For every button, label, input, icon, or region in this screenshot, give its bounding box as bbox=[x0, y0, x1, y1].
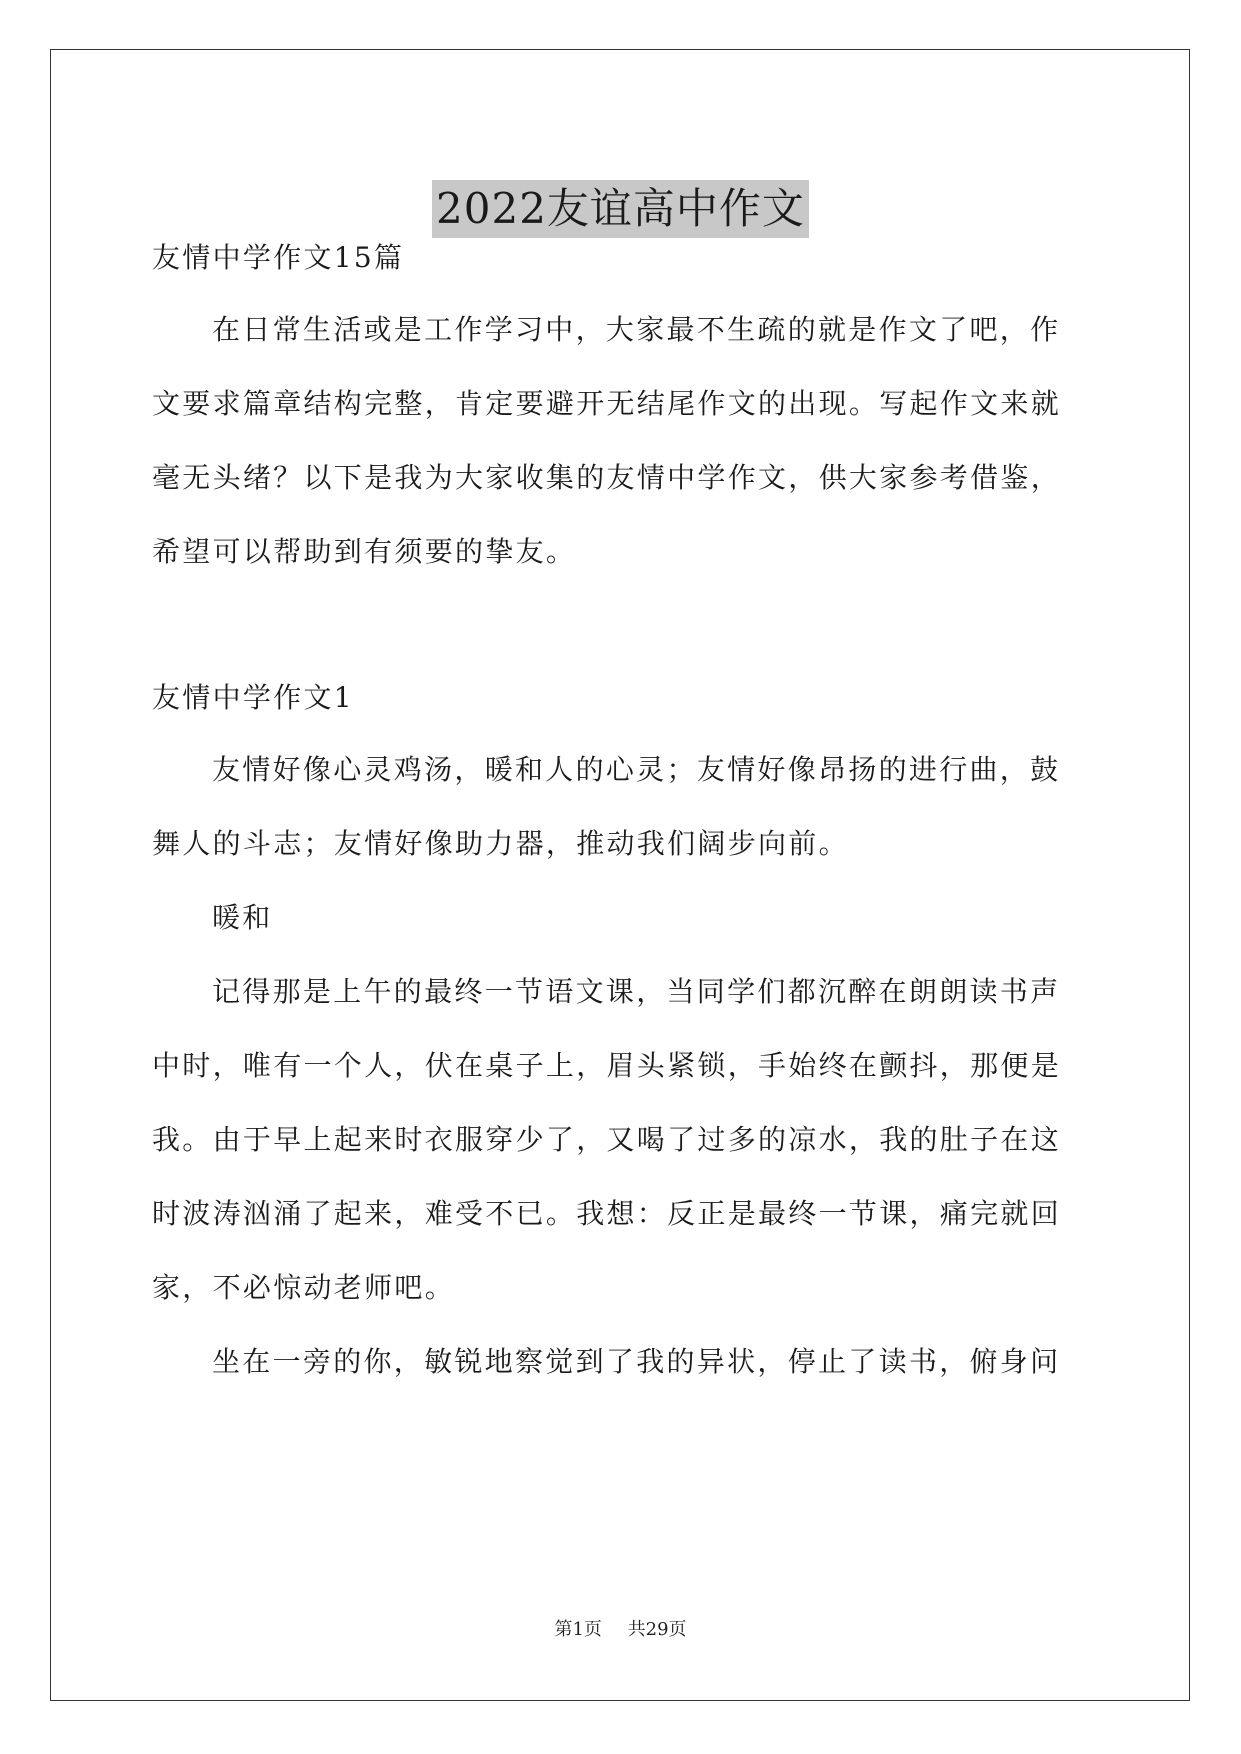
document-title: 2022友谊高中作文 bbox=[432, 180, 809, 238]
paragraph-line: 坐在一旁的你，敏锐地察觉到了我的异状，停止了读书，俯身问 bbox=[212, 1345, 1061, 1378]
page-footer bbox=[0, 1615, 1241, 1641]
section-heading: 友情中学作文1 bbox=[152, 681, 354, 714]
paragraph-line: 希望可以帮助到有须要的挚友。 bbox=[152, 535, 577, 568]
paragraph-line: 中时，唯有一个人，伏在桌子上，眉头紧锁，手始终在颤抖，那便是 bbox=[152, 1049, 1062, 1082]
paragraph-line: 毫无头绪？以下是我为大家收集的友情中学作文，供大家参考借鉴， bbox=[152, 461, 1062, 494]
page-border bbox=[50, 49, 1190, 1701]
paragraph-line: 暖和 bbox=[212, 901, 273, 934]
page-number: 第1页 bbox=[554, 1619, 602, 1640]
paragraph-line: 友情好像心灵鸡汤，暖和人的心灵；友情好像昂扬的进行曲，鼓 bbox=[212, 753, 1061, 786]
paragraph-line: 在日常生活或是工作学习中，大家最不生疏的就是作文了吧，作 bbox=[212, 313, 1061, 346]
paragraph-line: 时波涛汹涌了起来，难受不已。我想：反正是最终一节课，痛完就回 bbox=[152, 1197, 1062, 1230]
page-total: 共29页 bbox=[627, 1619, 687, 1640]
paragraph-line: 家，不必惊动老师吧。 bbox=[152, 1271, 456, 1304]
paragraph-line: 记得那是上午的最终一节语文课，当同学们都沉醉在朗朗读书声 bbox=[212, 975, 1061, 1008]
paragraph-line: 舞人的斗志；友情好像助力器，推动我们阔步向前。 bbox=[152, 827, 849, 860]
section-heading: 友情中学作文15篇 bbox=[152, 241, 405, 274]
paragraph-line: 文要求篇章结构完整，肯定要避开无结尾作文的出现。写起作文来就 bbox=[152, 387, 1062, 420]
paragraph-line: 我。由于早上起来时衣服穿少了，又喝了过多的凉水，我的肚子在这 bbox=[152, 1123, 1062, 1156]
